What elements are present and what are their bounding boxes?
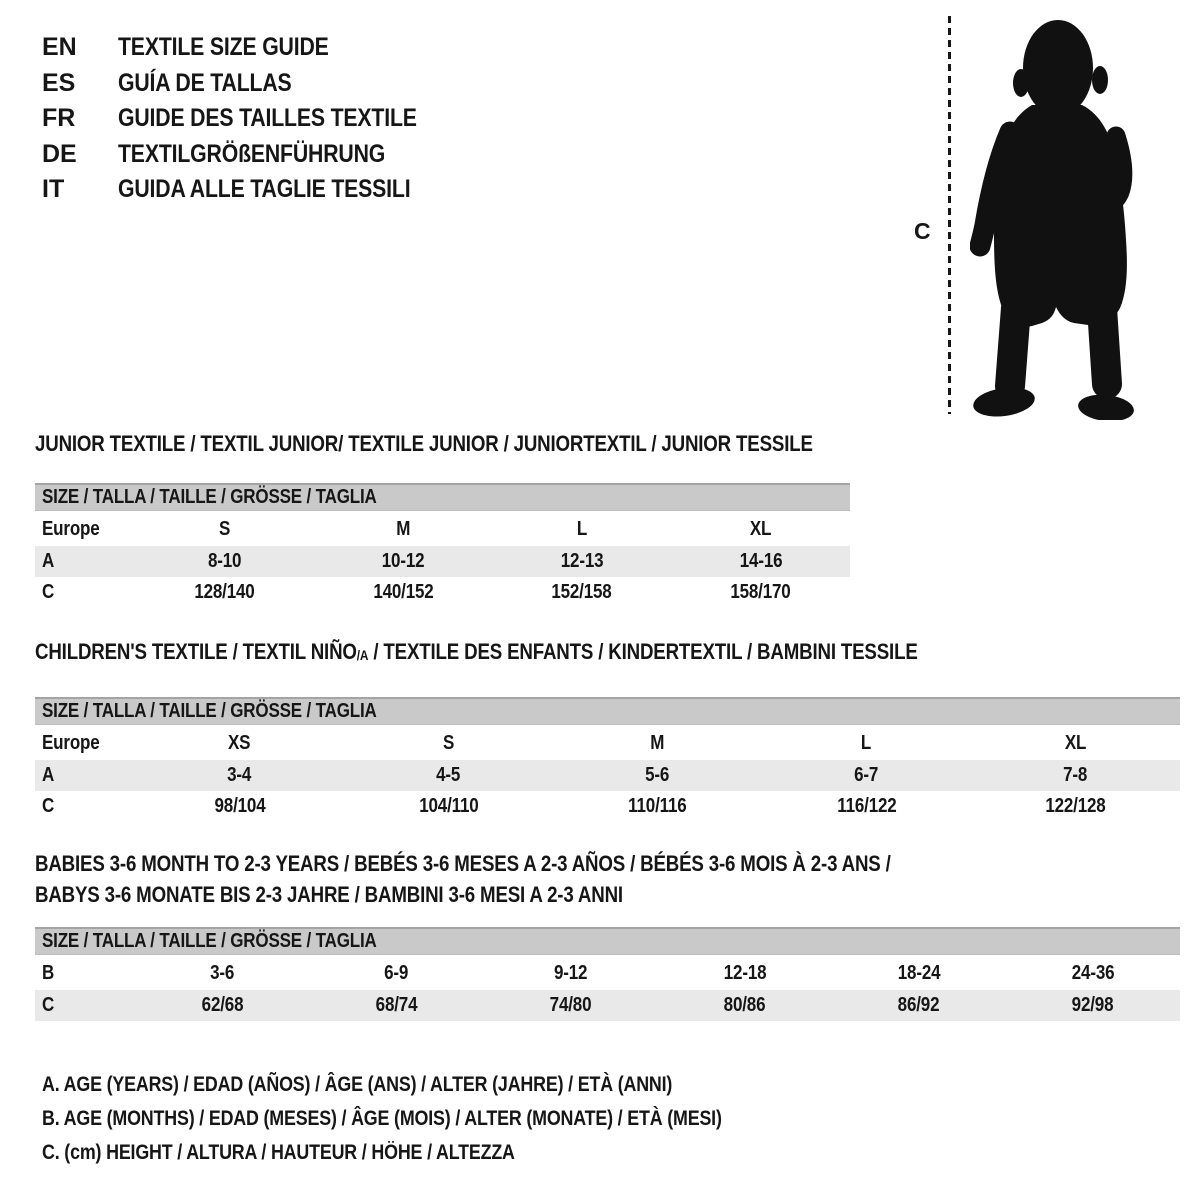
- table-row: [35, 546, 850, 578]
- table-cell: M: [396, 518, 411, 541]
- babies-title-line2: BABYS 3-6 MONATE BIS 2-3 JAHRE / BAMBINI 3-6 MESI A 2-3 ANNI: [35, 882, 623, 907]
- table-cell: 74/80: [549, 993, 592, 1016]
- babies-table-rows: [35, 958, 1180, 1021]
- babies-table-title: [35, 848, 1180, 910]
- children-table-title: CHILDREN'S TEXTILE / TEXTIL NIÑO/A / TEXTILE DES ENFANTS / KINDERTEXTIL / BAMBINI TESSILE: [35, 639, 918, 664]
- table-cell: 24-36: [1071, 962, 1115, 985]
- children-table-rows: [35, 728, 1180, 823]
- table-cell: 158/170: [730, 581, 791, 604]
- height-dashed-line: [948, 16, 951, 414]
- babies-size-header: SIZE / TALLA / TAILLE / GRÖSSE / TAGLIA: [35, 927, 1180, 955]
- guide-title-en: TEXTILE SIZE GUIDE: [118, 33, 329, 62]
- guide-title-de: TEXTILGRÖßENFÜHRUNG: [118, 139, 386, 168]
- guide-title-fr: GUIDE DES TAILLES TEXTILE: [118, 104, 417, 133]
- guide-title-it: GUIDA ALLE TAGLIE TESSILI: [118, 175, 411, 204]
- language-code: ES: [42, 68, 76, 97]
- table-cell: S: [442, 732, 455, 755]
- language-code: EN: [42, 33, 77, 62]
- language-row-it: [42, 172, 470, 208]
- row-label: Europe: [42, 518, 100, 541]
- table-cell: 152/158: [551, 581, 613, 604]
- table-cell: 18-24: [897, 962, 941, 985]
- row-label: B: [42, 962, 55, 985]
- language-row-fr: [42, 101, 470, 137]
- table-row: [35, 514, 850, 546]
- table-cell: 110/116: [628, 795, 687, 818]
- table-cell: 3-4: [227, 763, 252, 786]
- row-label: C: [42, 581, 55, 604]
- table-cell: 5-6: [645, 763, 670, 786]
- table-cell: L: [576, 518, 587, 541]
- table-cell: 10-12: [381, 549, 425, 572]
- table-row: [35, 728, 1180, 760]
- language-code: FR: [42, 104, 76, 133]
- table-cell: 12-13: [560, 549, 604, 572]
- babies-textile-section: [35, 848, 1180, 1021]
- table-row: [35, 958, 1180, 990]
- guide-title-es: GUÍA DE TALLAS: [118, 68, 292, 97]
- nino-a-subscript: /A: [356, 647, 369, 663]
- table-cell: 86/92: [897, 993, 940, 1016]
- table-cell: XS: [228, 732, 251, 755]
- children-textile-section: [35, 640, 1180, 823]
- junior-size-header: SIZE / TALLA / TAILLE / GRÖSSE / TAGLIA: [35, 483, 850, 511]
- children-size-header: SIZE / TALLA / TAILLE / GRÖSSE / TAGLIA: [35, 697, 1180, 725]
- language-row-en: [42, 30, 470, 66]
- toddler-silhouette-icon: [970, 20, 1145, 420]
- table-cell: 7-8: [1063, 763, 1088, 786]
- legend-notes: [42, 1068, 842, 1170]
- table-cell: L: [861, 732, 872, 755]
- height-measure-label: C: [914, 218, 931, 244]
- table-cell: 116/122: [836, 795, 897, 818]
- table-cell: 80/86: [723, 993, 766, 1016]
- table-row: [35, 760, 1180, 792]
- table-cell: 14-16: [739, 549, 782, 572]
- table-cell: 68/74: [375, 993, 418, 1016]
- table-row: [35, 577, 850, 609]
- language-row-es: [42, 66, 470, 102]
- junior-table-title: JUNIOR TEXTILE / TEXTIL JUNIOR/ TEXTILE JUNIOR / JUNIORTEXTIL / JUNIOR TESSILE: [35, 431, 813, 456]
- legend-note-b: B. AGE (MONTHS) / EDAD (MESES) / ÂGE (MOIS) / ALTER (MONATE) / ETÀ (MESI): [42, 1107, 722, 1130]
- table-cell: 9-12: [553, 962, 588, 985]
- table-cell: 3-6: [210, 962, 235, 985]
- table-cell: XL: [1064, 732, 1087, 755]
- row-label: Europe: [42, 732, 100, 755]
- row-label: A: [42, 763, 55, 786]
- table-cell: 8-10: [207, 549, 242, 572]
- table-cell: S: [218, 518, 230, 541]
- table-row: [35, 791, 1180, 823]
- table-cell: 12-18: [723, 962, 766, 985]
- language-code: DE: [42, 139, 77, 168]
- language-row-de: [42, 137, 470, 173]
- table-cell: 6-7: [854, 763, 879, 786]
- table-row: [35, 990, 1180, 1022]
- row-label: A: [42, 549, 55, 572]
- table-cell: XL: [749, 518, 772, 541]
- row-label: C: [42, 795, 55, 818]
- table-cell: 6-9: [384, 962, 409, 985]
- table-cell: 122/128: [1045, 795, 1106, 818]
- table-cell: M: [650, 732, 665, 755]
- row-label: C: [42, 993, 55, 1016]
- language-heading-block: [42, 30, 470, 208]
- table-cell: 98/104: [213, 795, 265, 818]
- table-cell: 104/110: [418, 795, 479, 818]
- babies-title-line1: BABIES 3-6 MONTH TO 2-3 YEARS / BEBÉS 3-6 MESES A 2-3 AÑOS / BÉBÉS 3-6 MOIS À 2-3 ANS /: [35, 851, 891, 876]
- junior-textile-section: [35, 432, 850, 609]
- table-cell: 140/152: [372, 581, 434, 604]
- language-code: IT: [42, 175, 65, 204]
- junior-table-rows: [35, 514, 850, 609]
- table-cell: 4-5: [436, 763, 461, 786]
- table-cell: 128/140: [194, 581, 255, 604]
- table-cell: 62/68: [201, 993, 243, 1016]
- table-cell: 92/98: [1072, 993, 1114, 1016]
- legend-note-a: A. AGE (YEARS) / EDAD (AÑOS) / ÂGE (ANS) / ALTER (JAHRE) / ETÀ (ANNI): [42, 1073, 673, 1096]
- legend-note-c: C. (cm) HEIGHT / ALTURA / HAUTEUR / HÖHE / ALTEZZA: [42, 1141, 515, 1164]
